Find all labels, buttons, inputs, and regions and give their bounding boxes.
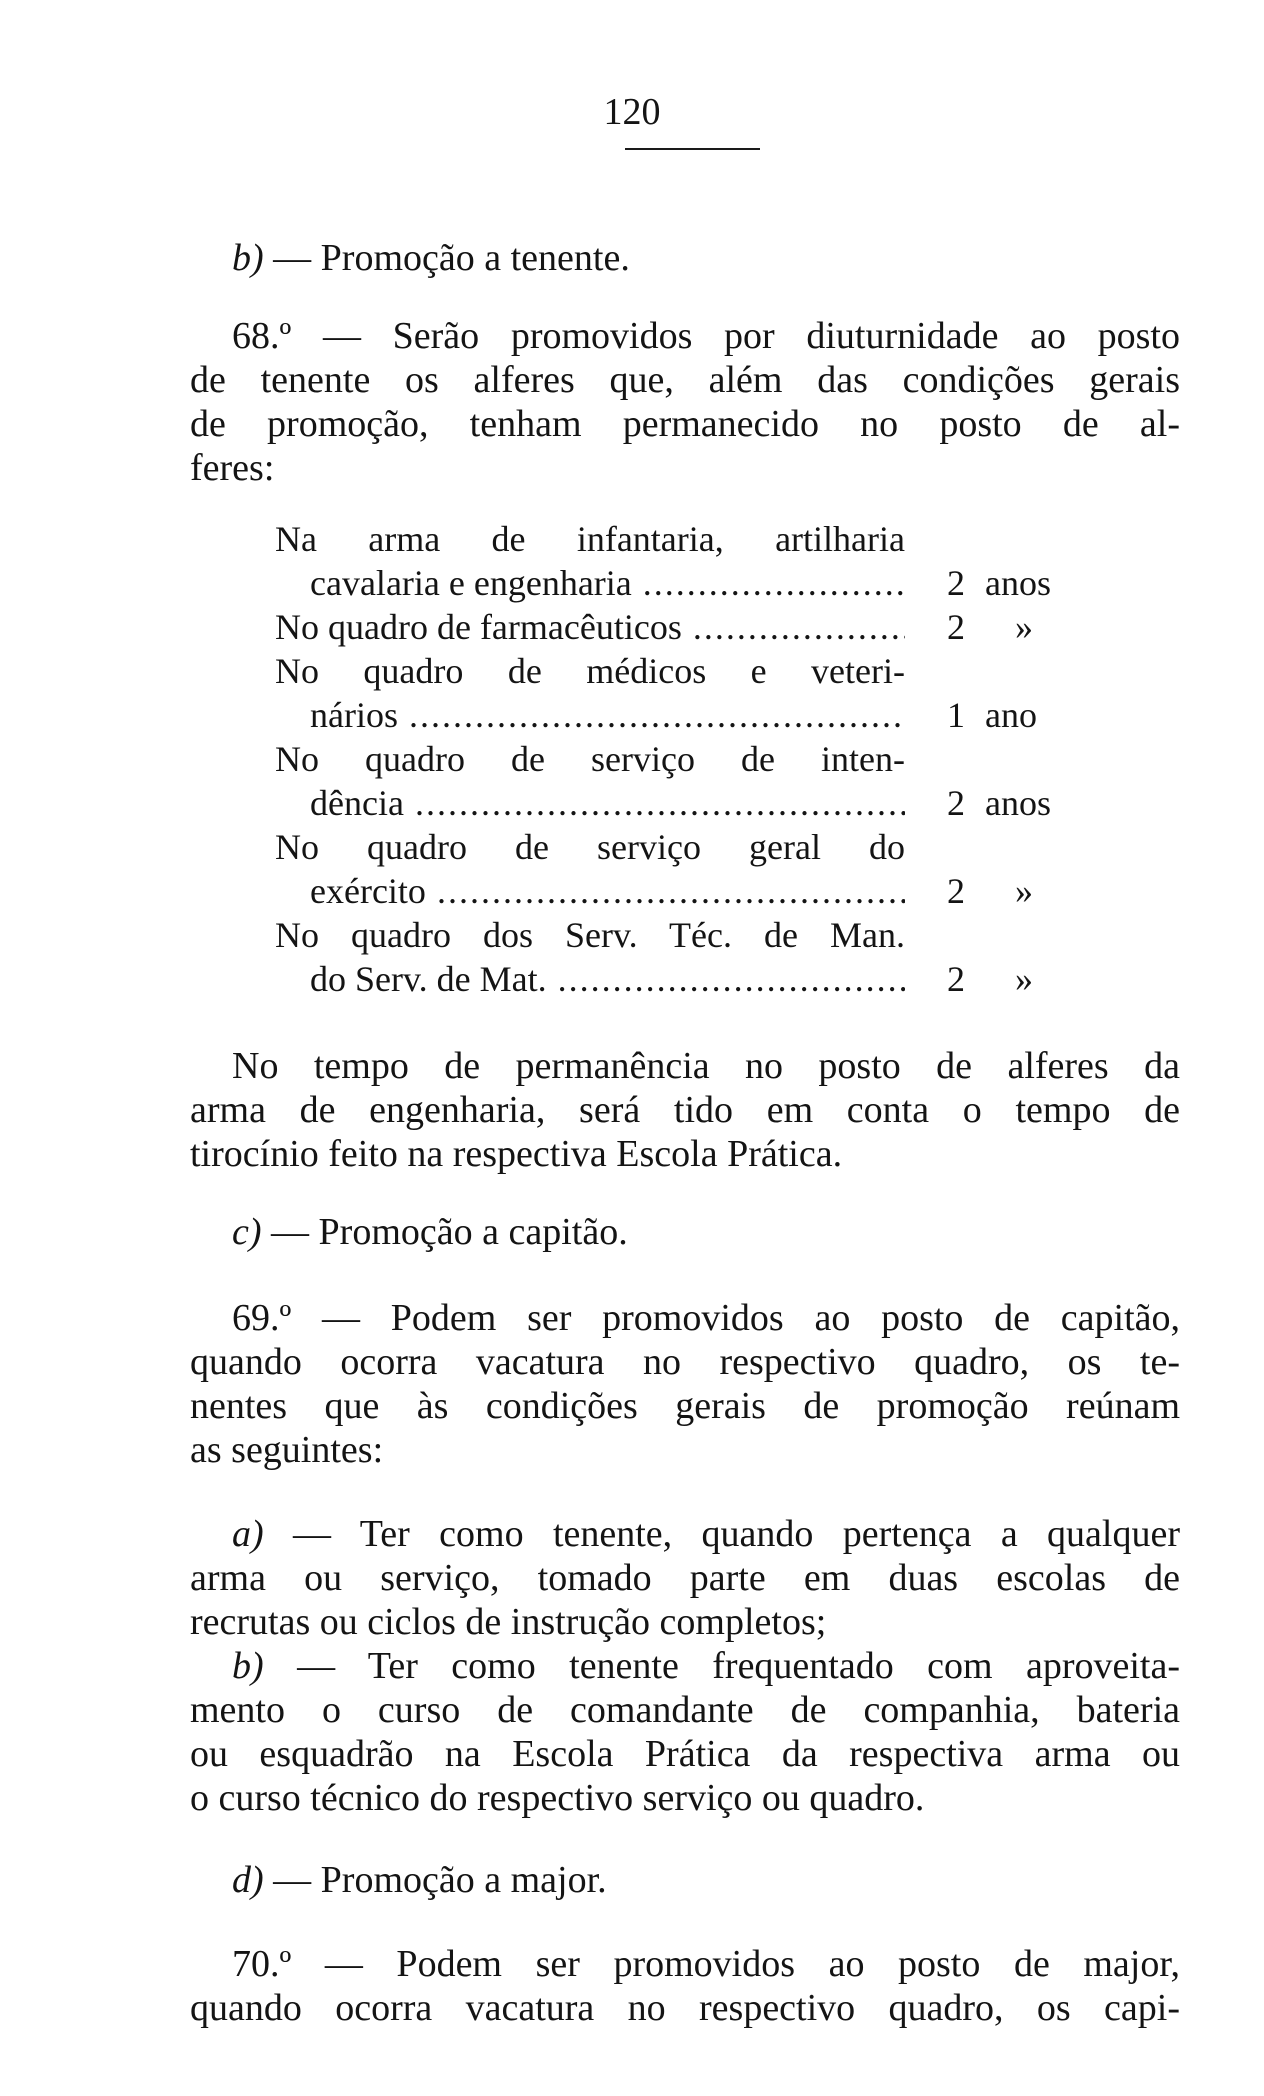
table-row: [310, 958, 1110, 1009]
section-d-title: — Promoção a major.: [273, 1859, 607, 1901]
table-row-unit: anos: [985, 563, 1051, 603]
para-69-line: nentes que às condições gerais de promoção reúnam: [190, 1385, 1180, 1427]
table-row-text: No quadro de serviço de inten-: [275, 739, 905, 779]
section-b-title: — Promoção a tenente.: [273, 237, 630, 279]
section-c-title: — Promoção a capitão.: [271, 1211, 628, 1253]
para-70-line: quando ocorra vacatura no respectivo quadro, os capi-: [190, 1987, 1180, 2029]
table-row-text: Na arma de infantaria, artilharia: [275, 519, 905, 559]
table-row-text: No quadro dos Serv. Téc. de Man.: [275, 915, 905, 955]
table-row-number: 2: [947, 563, 965, 603]
item-a-letter: a): [232, 1513, 264, 1555]
para-69-line: as seguintes:: [190, 1429, 384, 1471]
table-row-text: cavalaria e engenharia .....: [310, 562, 905, 604]
item-b-line: [232, 1644, 1180, 1688]
table-row-unit: »: [1015, 959, 1033, 999]
table-row-number: 2: [947, 871, 965, 911]
table-row: [275, 738, 1075, 780]
section-d-letter: d): [232, 1859, 264, 1901]
table-row-text: dência .....: [310, 782, 905, 824]
table-row-number: 2: [947, 783, 965, 823]
table-row-number: 1: [947, 695, 965, 735]
table-row-unit: anos: [985, 783, 1051, 823]
para-69-line: 69.º — Podem ser promovidos ao posto de capitão,: [232, 1297, 1180, 1339]
table-row-text: do Serv. de Mat. .....: [310, 958, 905, 1000]
table-row-number: 2: [947, 959, 965, 999]
table-row-text: nários .....: [310, 694, 905, 736]
table-row-number: 2: [947, 607, 965, 647]
item-a-line: arma ou serviço, tomado parte em duas escolas de: [190, 1557, 1180, 1599]
para-68-line: feres:: [190, 447, 275, 489]
item-b-line: ou esquadrão na Escola Prática da respectiva arma ou: [190, 1733, 1180, 1775]
item-b-text: — Ter como tenente frequentado com aproveita-: [297, 1645, 1180, 1687]
table-row-text: No quadro de farmacêuticos .....: [275, 606, 905, 648]
section-b-letter: b): [232, 237, 264, 279]
page-number-rule: [625, 148, 760, 150]
page-number: 120: [603, 91, 661, 133]
table-row: [275, 650, 1075, 692]
table-row-text: exército .....: [310, 870, 905, 912]
para-70-line: 70.º — Podem ser promovidos ao posto de major,: [232, 1943, 1180, 1985]
table-row: [275, 914, 1075, 956]
table-row: [275, 518, 1075, 560]
table-row-text: No quadro de médicos e veteri-: [275, 651, 905, 691]
note-line: arma de engenharia, será tido em conta o tempo de: [190, 1089, 1180, 1131]
para-68-line: 68.º — Serão promovidos por diuturnidade ao posto: [232, 315, 1180, 357]
section-d-heading: [232, 1858, 1222, 1902]
section-c-letter: c): [232, 1211, 262, 1253]
item-a-line: [232, 1512, 1180, 1556]
table-row-unit: »: [1015, 871, 1033, 911]
item-b-line: o curso técnico do respectivo serviço ou quadro.: [190, 1777, 925, 1819]
section-c-heading: [232, 1210, 1222, 1254]
item-a-line: recrutas ou ciclos de instrução completos;: [190, 1601, 827, 1643]
table-row-text: No quadro de serviço geral do: [275, 827, 905, 867]
note-line: tirocínio feito na respectiva Escola Prática.: [190, 1133, 843, 1175]
section-b-heading: [232, 236, 1222, 280]
table-row-unit: »: [1015, 607, 1033, 647]
item-b-letter: b): [232, 1645, 264, 1687]
item-b-line: mento o curso de comandante de companhia, bateria: [190, 1689, 1180, 1731]
para-69-line: quando ocorra vacatura no respectivo quadro, os te-: [190, 1341, 1180, 1383]
note-line: No tempo de permanência no posto de alferes da: [232, 1045, 1180, 1087]
table-row: [275, 826, 1075, 868]
table-row-unit: ano: [985, 695, 1037, 735]
para-68-line: de promoção, tenham permanecido no posto de al-: [190, 403, 1180, 445]
para-68-line: de tenente os alferes que, além das condições gerais: [190, 359, 1180, 401]
item-a-text: — Ter como tenente, quando pertença a qualquer: [293, 1513, 1180, 1555]
